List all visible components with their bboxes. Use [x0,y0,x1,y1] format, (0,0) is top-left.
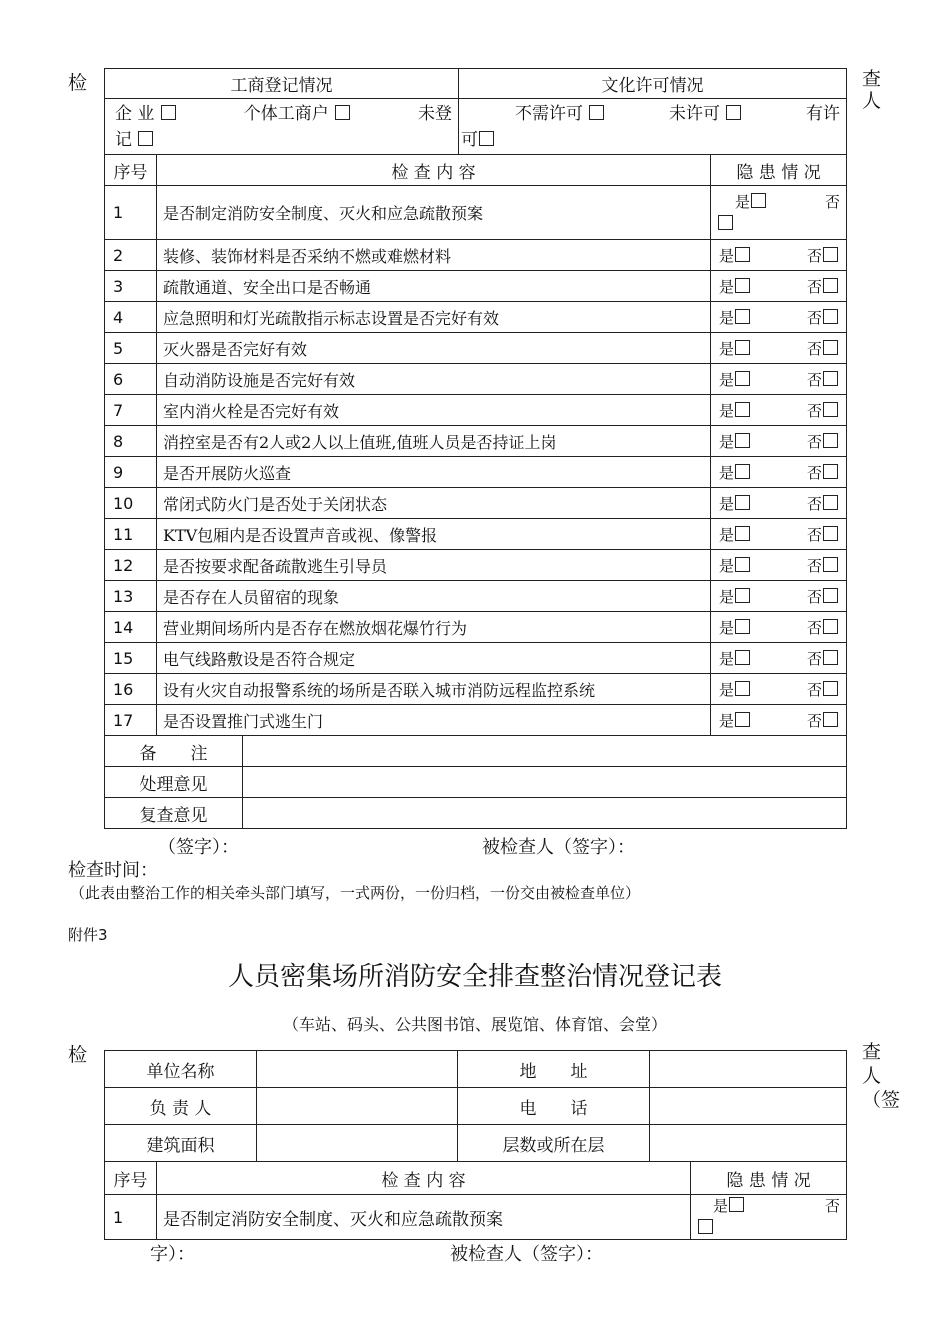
row-content: 室内消火栓是否完好有效 [157,395,711,426]
sign-inspected: 被检查人（签字）： [482,837,635,858]
row-content: 是否开展防火巡查 [157,457,711,488]
checkbox-enterprise[interactable] [161,105,176,120]
yes-label: 是 [719,401,735,420]
check-time: 检查时间： [68,860,158,881]
address-label: 地 址 [458,1051,650,1088]
side-label-left-2: 检 [68,1044,88,1066]
table-row [105,302,847,333]
col-header-content-2: 检 查 内 容 [157,1162,691,1195]
table-row [105,364,847,395]
row-content: 电气线路敷设是否符合规定 [157,643,711,674]
table-row [105,271,847,302]
row-number: 10 [105,488,157,519]
table-row [105,550,847,581]
row-hazard [711,271,847,302]
header-culture-license: 文化许可情况 [459,69,847,99]
yes-label: 是 [719,618,735,637]
row-number: 17 [105,705,157,736]
checkbox-no[interactable] [823,278,838,293]
lic-licensed-label-2: 可 [461,129,479,150]
row-hazard [691,1195,847,1240]
handling-label: 处理意见 [105,767,243,798]
row-number: 3 [105,271,157,302]
row-content: 营业期间场所内是否存在燃放烟花爆竹行为 [157,612,711,643]
yes-label: 是 [719,463,735,482]
header-business-registration: 工商登记情况 [105,69,459,99]
unit-name-field[interactable] [257,1051,458,1088]
row-hazard [711,581,847,612]
page-title: 人员密集场所消防安全排查整治情况登记表 [227,962,722,992]
row-hazard [711,302,847,333]
row-number: 6 [105,364,157,395]
no-label: 否 [807,370,823,389]
yes-label: 是 [735,192,751,211]
row-content: 应急照明和灯光疏散指示标志设置是否完好有效 [157,302,711,333]
no-label: 否 [807,432,823,451]
lic-unlicensed-label: 未许可 [669,103,721,124]
unit-name-label: 单位名称 [105,1051,257,1088]
col-header-content: 检 查 内 容 [157,155,711,186]
remark-label: 备 注 [105,736,243,767]
row-hazard [711,519,847,550]
form-note: （此表由整治工作的相关牵头部门填写，一式两份，一份归档，一份交由被检查单位） [70,884,641,902]
yes-label: 是 [719,308,735,327]
row-hazard [711,457,847,488]
row-content: 设有火灾自动报警系统的场所是否联入城市消防远程监控系统 [157,674,711,705]
lic-licensed-label-1: 有许 [806,103,841,124]
phone-label: 电 话 [458,1088,650,1125]
no-label: 否 [807,463,823,482]
checkbox-yes[interactable] [735,278,750,293]
row-number: 15 [105,643,157,674]
checkbox-no[interactable] [823,309,838,324]
reg-individual-label: 个体工商户 [243,103,329,124]
reg-unregistered-label-1: 未登 [418,103,452,124]
review-label: 复查意见 [105,798,243,829]
yes-label: 是 [713,1197,729,1215]
col-header-hazard-2: 隐 患 情 况 [691,1162,847,1195]
checkbox-yes[interactable] [735,309,750,324]
no-label: 否 [807,711,823,730]
checkbox-no[interactable] [823,464,838,479]
person-field[interactable] [257,1088,458,1125]
row-number: 11 [105,519,157,550]
row-content: 是否存在人员留宿的现象 [157,581,711,612]
col-header-hazard: 隐 患 情 况 [711,155,847,186]
no-label: 否 [807,649,823,668]
row-hazard [711,643,847,674]
row-hazard [711,333,847,364]
checkbox-yes[interactable] [735,402,750,417]
reg-enterprise-label: 企 业 [115,103,155,124]
no-label: 否 [807,680,823,699]
reg-unregistered-label-2: 记 [115,129,132,150]
sign-inspector: （签字）： [158,837,239,858]
registration-options [105,99,459,155]
person-label: 负 责 人 [105,1088,257,1125]
review-field[interactable] [243,798,847,829]
row-number: 7 [105,395,157,426]
checkbox-no[interactable] [823,681,838,696]
yes-label: 是 [719,277,735,296]
checkbox-no[interactable] [823,712,838,727]
yes-label: 是 [719,432,735,451]
side-label-right: 查人 [862,68,882,112]
registration-table [104,1050,847,1240]
checkbox-individual[interactable] [335,105,350,120]
floors-field[interactable] [650,1125,847,1162]
area-field[interactable] [257,1125,458,1162]
checkbox-no[interactable] [823,433,838,448]
row-hazard [711,674,847,705]
handling-field[interactable] [243,767,847,798]
yes-label: 是 [719,525,735,544]
row-number: 5 [105,333,157,364]
table-row [105,457,847,488]
checkbox-unlicensed[interactable] [726,105,741,120]
yes-label: 是 [719,649,735,668]
table-row [105,643,847,674]
col-header-no-2: 序号 [105,1162,157,1195]
no-label: 否 [807,587,823,606]
row-content: 是否制定消防安全制度、灭火和应急疏散预案 [157,186,711,240]
no-label: 否 [807,246,823,265]
row-number: 13 [105,581,157,612]
checkbox-yes[interactable] [735,588,750,603]
area-label: 建筑面积 [105,1125,257,1162]
checkbox-not-required[interactable] [589,105,604,120]
remark-field[interactable] [243,736,847,767]
floors-label: 层数或所在层 [458,1125,650,1162]
row-content: 装修、装饰材料是否采纳不燃或难燃材料 [157,240,711,271]
yes-label: 是 [719,246,735,265]
no-label: 否 [807,618,823,637]
no-label: 否 [807,556,823,575]
row-content: 灭火器是否完好有效 [157,333,711,364]
checkbox-no[interactable] [823,619,838,634]
yes-label: 是 [719,711,735,730]
table-row [105,581,847,612]
checkbox-no[interactable] [823,340,838,355]
side-label-left: 检 [68,72,88,94]
row-content: 自动消防设施是否完好有效 [157,364,711,395]
no-label: 否 [807,401,823,420]
license-options [459,99,847,155]
checkbox-unregistered[interactable] [138,131,153,146]
table-row [105,333,847,364]
no-label: 否 [807,494,823,513]
phone-field[interactable] [650,1088,847,1125]
no-label: 否 [824,1197,840,1215]
row-number: 1 [105,186,157,240]
checkbox-yes[interactable] [735,681,750,696]
no-label: 否 [807,339,823,358]
checkbox-yes[interactable] [735,464,750,479]
checkbox-no[interactable] [823,650,838,665]
row-hazard [711,364,847,395]
checkbox-no[interactable] [823,495,838,510]
sign-inspected-2: 被检查人（签字）： [450,1244,603,1265]
table-row [105,395,847,426]
row-number: 8 [105,426,157,457]
checkbox-no[interactable] [698,1219,713,1234]
row-number: 12 [105,550,157,581]
yes-label: 是 [719,494,735,513]
checkbox-yes[interactable] [735,495,750,510]
row-number: 16 [105,674,157,705]
page-subtitle: （车站、码头、公共图书馆、展览馆、体育馆、会堂） [282,1015,667,1034]
inspection-table [104,68,847,829]
lic-not-required-label: 不需许可 [515,103,584,124]
yes-label: 是 [719,680,735,699]
row-hazard [711,705,847,736]
checkbox-yes[interactable] [735,557,750,572]
side-label-right-2: 查人（签 [862,1041,901,1111]
row-content: KTV包厢内是否设置声音或视、像警报 [157,519,711,550]
row-hazard [711,612,847,643]
table-row [105,240,847,271]
col-header-no: 序号 [105,155,157,186]
attachment-label: 附件3 [68,926,108,944]
table-row [105,705,847,736]
yes-label: 是 [719,587,735,606]
checkbox-yes[interactable] [735,650,750,665]
table-row [105,426,847,457]
no-label: 否 [807,277,823,296]
checkbox-no[interactable] [823,588,838,603]
no-label: 否 [807,525,823,544]
row-content: 消控室是否有2人或2人以上值班,值班人员是否持证上岗 [157,426,711,457]
sign-inspector-2: 字）： [150,1244,195,1265]
checkbox-no[interactable] [718,215,733,230]
row-hazard [711,395,847,426]
row-hazard [711,240,847,271]
no-label: 否 [825,192,841,211]
table-row [105,674,847,705]
row-number: 1 [105,1195,157,1240]
row-content: 是否按要求配备疏散逃生引导员 [157,550,711,581]
checkbox-yes[interactable] [735,371,750,386]
address-field[interactable] [650,1051,847,1088]
yes-label: 是 [719,370,735,389]
table-row [105,488,847,519]
checkbox-yes[interactable] [735,712,750,727]
row-hazard [711,426,847,457]
checkbox-no[interactable] [823,526,838,541]
table-row [105,612,847,643]
row-hazard [711,186,847,240]
checkbox-no[interactable] [823,557,838,572]
row-content: 是否设置推门式逃生门 [157,705,711,736]
table-row [105,1195,847,1240]
checkbox-no[interactable] [823,371,838,386]
row-content: 常闭式防火门是否处于关闭状态 [157,488,711,519]
checkbox-yes[interactable] [735,526,750,541]
row-number: 4 [105,302,157,333]
checkbox-no[interactable] [823,402,838,417]
table-row [105,186,847,240]
yes-label: 是 [719,339,735,358]
row-content: 是否制定消防安全制度、灭火和应急疏散预案 [157,1195,691,1240]
checkbox-yes[interactable] [735,619,750,634]
row-number: 14 [105,612,157,643]
row-number: 2 [105,240,157,271]
row-number: 9 [105,457,157,488]
row-hazard [711,488,847,519]
checkbox-yes[interactable] [735,340,750,355]
checkbox-licensed[interactable] [479,131,494,146]
row-hazard [711,550,847,581]
yes-label: 是 [719,556,735,575]
checkbox-no[interactable] [823,247,838,262]
row-content: 疏散通道、安全出口是否畅通 [157,271,711,302]
checkbox-yes[interactable] [735,247,750,262]
checkbox-yes[interactable] [735,433,750,448]
checkbox-yes[interactable] [729,1197,744,1212]
checkbox-yes[interactable] [751,193,766,208]
table-row [105,519,847,550]
no-label: 否 [807,308,823,327]
